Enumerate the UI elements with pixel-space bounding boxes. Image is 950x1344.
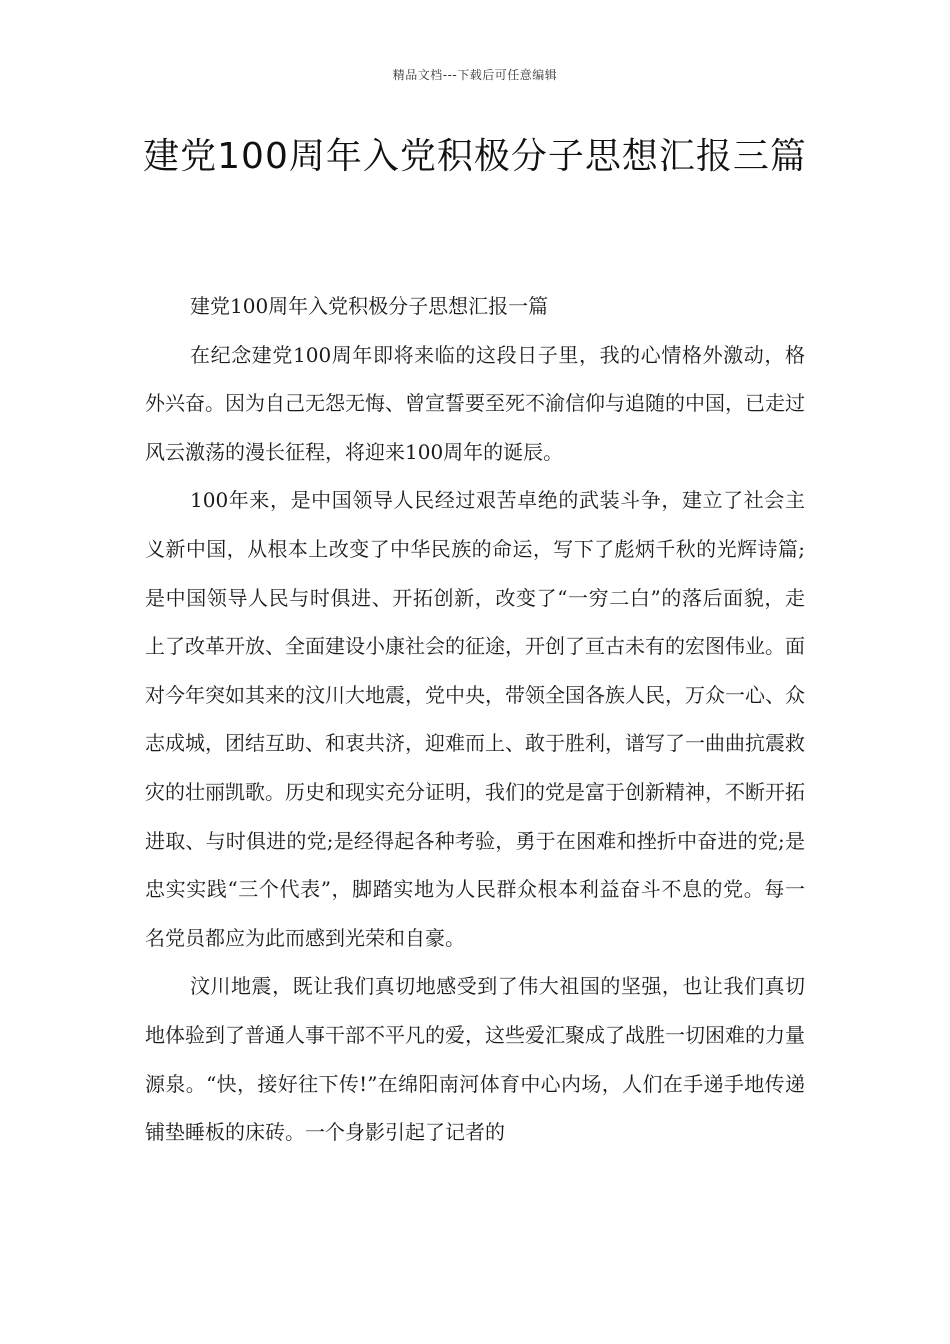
document-body bbox=[145, 282, 805, 1157]
paragraph: 在纪念建党100周年即将来临的这段日子里，我的心情格外激动，格外兴奋。因为自己无怨无悔、曾宣誓要至死不渝信仰与追随的中国，已走过风云激荡的漫长征程，将迎来100周年的诞辰。 bbox=[145, 342, 805, 464]
section-heading: 建党100周年入党积极分子思想汇报一篇 bbox=[190, 294, 549, 318]
header-note: 精品文档---下载后可任意编辑 bbox=[392, 68, 558, 82]
paragraph: 汶川地震，既让我们真切地感受到了伟大祖国的坚强，也让我们真切地体验到了普通人事干部不平凡的爱，这些爱汇聚成了战胜一切困难的力量源泉。“快，接好往下传!”在绵阳南河体育中心内场，人们在手递手地传递铺垫睡板的床砖。一个身影引起了记者的 bbox=[145, 974, 805, 1145]
paragraph: 100年来，是中国领导人民经过艰苦卓绝的武装斗争，建立了社会主义新中国，从根本上改变了中华民族的命运，写下了彪炳千秋的光辉诗篇;是中国领导人民与时俱进、开拓创新，改变了“一穷二白”的落后面貌，走上了改革开放、全面建设小康社会的征途，开创了亘古未有的宏图伟业。面对今年突如其来的汶川大地震，党中央，带领全国各族人民，万众一心、众志成城，团结互助、和衷共济，迎难而上、敢于胜利，谱写了一曲曲抗震救灾的壮丽凯歌。历史和现实充分证明，我们的党是富于创新精神，不断开拓进取、与时俱进的党;是经得起各种考验，勇于在困难和挫折中奋进的党;是忠实实践“三个代表”，脚踏实地为人民群众根本利益奋斗不息的党。每一名党员都应为此而感到光荣和自豪。 bbox=[145, 488, 805, 950]
document-title: 建党100周年入党积极分子思想汇报三篇 bbox=[143, 136, 807, 177]
